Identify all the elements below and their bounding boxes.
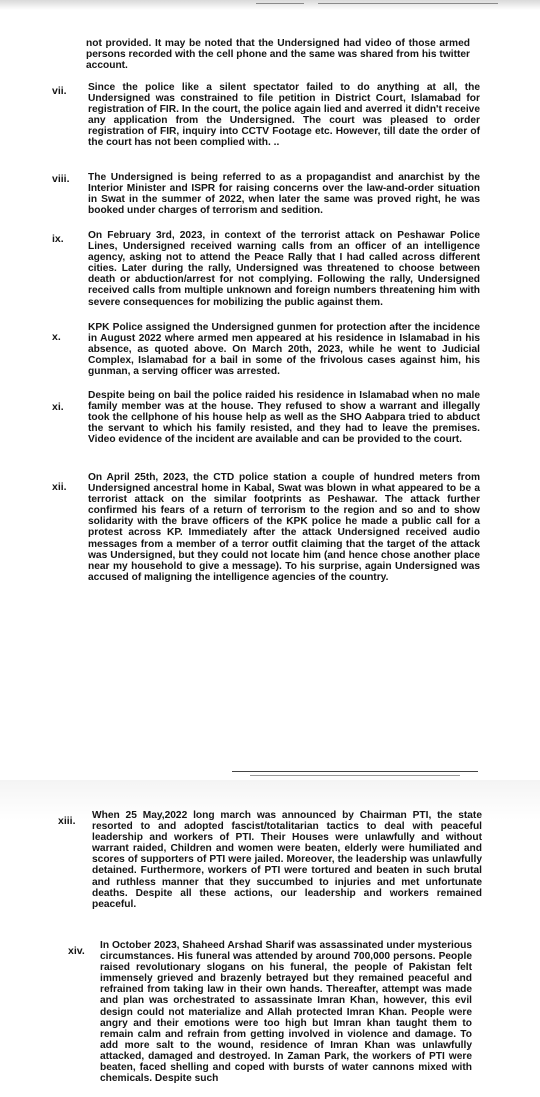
page-top-edge — [0, 0, 540, 10]
item-number: xiii. — [58, 815, 76, 827]
item-number: xii. — [52, 481, 67, 493]
item-text: In October 2023, Shaheed Arshad Sharif was assassinated under mysterious circumstances. His funeral was attended by around 700,000 persons. People raised revolutionary slogans on his funeral, the people of Pakistan felt immensely grieved and brazenly betrayed but they remained peaceful and refrained from taking law in their own hands. Thereafter, attempt was made and plan was orchestrated to assassinate Imran Khan, however, this evil design could not materialize and Allah protected Imran Khan. People were angry and their emotions were too high but Imran khan taught them to remain calm and refrain from getting involved in violence and damage. To add more salt to the wound, residence of Imran Khan was unlawfully attacked, damaged and destroyed. In Zaman Park, the workers of PTI were beaten, faced shelling and coped with bursts of water cannons mixed with chemicals. Despite such — [100, 940, 472, 1085]
item-text: On April 25th, 2023, the CTD police station a couple of hundred meters from Undersigned ancestral home in Kabal, Swat was blown in what appeared to be a terrorist attack on the similar footprints as Peshawar. The attack further confirmed his fears of a return of terrorism to the region and so and to show solidarity with the brave officers of the KPK police he made a public call for a protest across KP. Immediately after the attack Undersigned received audio messages from a member of a terror outfit claiming that the target of the attack was Undersigned, but they could not locate him (and hence chose another place near my household to give a message). To his surprise, again Undersigned was accused of maligning the intelligence agencies of the country. — [88, 472, 480, 583]
top-rule-right — [318, 3, 498, 4]
item-number: xiv. — [68, 945, 85, 957]
lead-paragraph: not provided. It may be noted that the Undersigned had video of those armed persons recorded with the cell phone and the same was shared from his twitter account. — [86, 38, 470, 72]
item-number: viii. — [52, 173, 70, 185]
item-text: Despite being on bail the police raided his residence in Islamabad when no male family member was at the house. They refused to show a warrant and illegally took the cellphone of his house help as well as the SHO Aabpara tried to abduct the servant to which his family resisted, and they had to leave the premises. Video evidence of the incident are available and can be provided to the court. — [88, 390, 480, 446]
item-number: ix. — [52, 233, 64, 245]
item-number: xi. — [52, 401, 64, 413]
item-text: On February 3rd, 2023, in context of the terrorist attack on Peshawar Police Lines, Undersigned received warning calls from an officer of an intelligence agency, asking not to attend the Peace Rally that I had called across different cities. Later during the rally, Undersigned was threatened to choose between death or abduction/arrest for not complying. Following the rally, Undersigned received calls from multiple unknown and foreign numbers threatening him with severe consequences for mobilizing the public against them. — [88, 230, 480, 308]
item-text: Since the police like a silent spectator failed to do anything at all, the Undersigned was constrained to file petition in District Court, Islamabad for registration of FIR. In the court, the police again lied and averred it didn't receive any application from the Undersigned. The court was pleased to order registration of FIR, inquiry into CCTV Footage etc. However, till date the order of the court has not been complied with. .. — [88, 82, 480, 149]
item-number: x. — [52, 331, 61, 343]
section-divider-shadow — [250, 775, 460, 776]
item-text: When 25 May,2022 long march was announced by Chairman PTI, the state resorted to and adopted fascist/totalitarian tactics to deal with peaceful leadership and workers of PTI. Their Houses were unlawfully and without warrant raided, Children and women were beaten, elderly were humiliated and scores of supporters of PTI were jailed. Moreover, the leadership was unlawfully detained. Furthermore, workers of PTI were tortured and beaten in such brutal and ruthless manner that they succumbed to injuries and met unfortunate deaths. Despite all these actions, our leadership and workers remained peaceful. — [92, 810, 482, 910]
section-divider — [232, 771, 478, 772]
item-number: vii. — [52, 85, 67, 97]
item-text: The Undersigned is being referred to as a propagandist and anarchist by the Interior Minister and ISPR for raising concerns over the law-and-order situation in Swat in the summer of 2022, when later the same was proved right, he was booked under charges of terrorism and sedition. — [88, 172, 480, 217]
item-text: KPK Police assigned the Undersigned gunmen for protection after the incidence in August 2022 where armed men appeared at his residence in Islamabad in his absence, as quoted above. On March 20th, 2023, while he went to Judicial Complex, Islamabad for a bail in some of the frivolous cases against him, his gunman, a serving officer was arrested. — [88, 322, 480, 378]
top-rule-left — [256, 3, 304, 4]
